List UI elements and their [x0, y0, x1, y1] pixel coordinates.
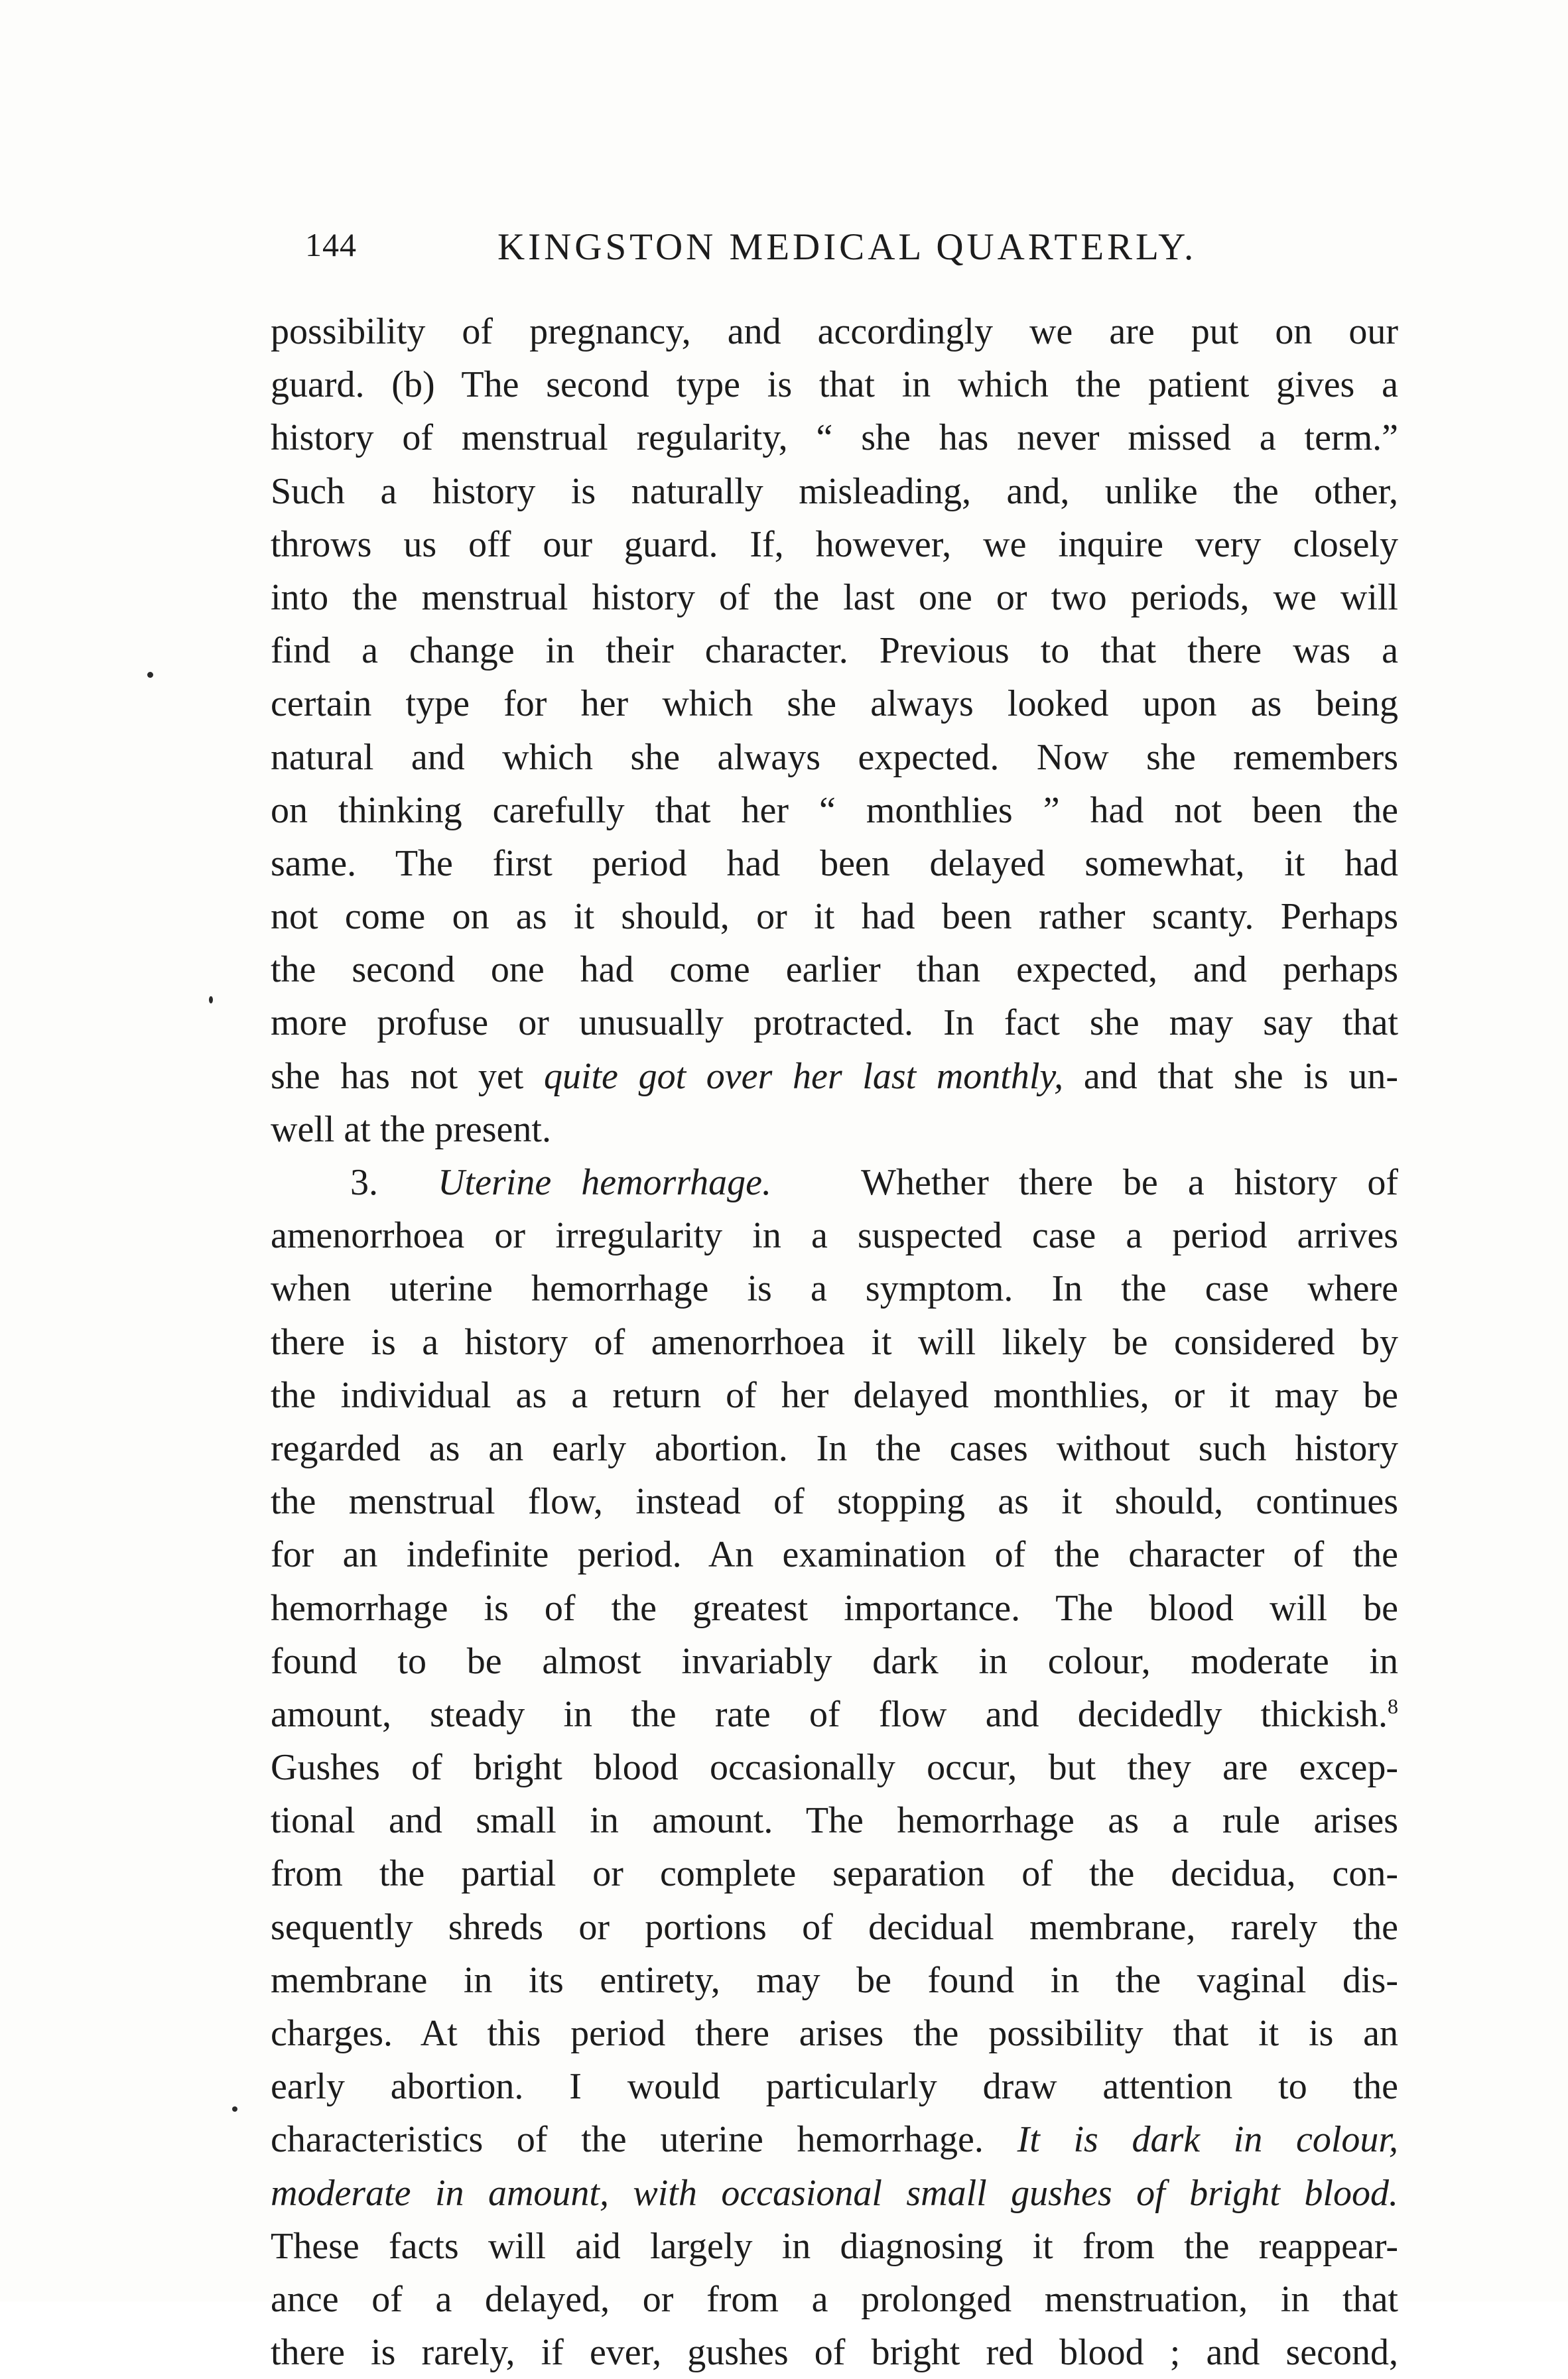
text-segment: Whether there be a history of — [861, 1162, 1398, 1203]
text-line: when uterine hemorrhage is a symptom. In the case where — [271, 1268, 1398, 1310]
text-line: from the partial or complete separation of the decidua, con- — [271, 1853, 1398, 1895]
text-line: the individual as a return of her delayed monthlies, or it may be — [271, 1374, 1398, 1416]
text-line: well at the present. — [271, 1108, 551, 1150]
text-line: hemorrhage is of the greatest importance. The blood will be — [271, 1587, 1398, 1629]
text-line: certain type for her which she always looked upon as being — [271, 683, 1398, 725]
text-segment: amount, steady in the rate of flow and decidedly thickish. — [271, 1693, 1388, 1735]
text-line: find a change in their character. Previous to that there was a — [271, 630, 1398, 672]
paragraph-2 — [271, 1156, 1398, 2379]
body-text — [271, 305, 1398, 2379]
text-line: possibility of pregnancy, and accordingly we are put on our — [271, 311, 1398, 352]
text-segment: she has not yet — [271, 1055, 544, 1097]
text-line: early abortion. I would particularly draw attention to the — [271, 2066, 1398, 2108]
text-line: tional and small in amount. The hemorrhage as a rule arises — [271, 1800, 1398, 1842]
text-line: sequently shreds or portions of decidual membrane, rarely the — [271, 1906, 1398, 1948]
text-line: guard. (b) The second type is that in which the patient gives a — [271, 364, 1398, 406]
text-line — [271, 2113, 1398, 2166]
text-line: membrane in its entirety, may be found in the vaginal dis- — [271, 1959, 1398, 2001]
text-line: Gushes of bright blood occasionally occur, but they are excep- — [271, 1747, 1398, 1789]
italic-line: moderate in amount, with occasional small gushes of bright blood. — [271, 2172, 1398, 2214]
text-line: charges. At this period there arises the possibility that it is an — [271, 2013, 1398, 2054]
text-line — [271, 1156, 1398, 1209]
text-line: into the menstrual history of the last one or two periods, we will — [271, 576, 1398, 618]
section-heading: Uterine hemorrhage. — [438, 1162, 771, 1203]
page-number: 144 — [305, 226, 357, 263]
text-line: on thinking carefully that her “ monthlies ” had not been the — [271, 789, 1398, 831]
text-line: throws us off our guard. If, however, we inquire very closely — [271, 523, 1398, 565]
text-segment: and that she is un- — [1063, 1055, 1398, 1097]
scan-speck — [232, 2106, 237, 2112]
text-line: Such a history is naturally misleading, and, unlike the other, — [271, 470, 1398, 512]
italic-phrase: It is dark in colour, — [1017, 2119, 1398, 2161]
text-line: history of menstrual regularity, “ she has never missed a term.” — [271, 417, 1398, 459]
text-line: the second one had come earlier than expected, and perhaps — [271, 949, 1398, 991]
section-number: 3. — [350, 1162, 378, 1203]
scan-speck — [209, 996, 213, 1003]
text-line: same. The first period had been delayed somewhat, it had — [271, 842, 1398, 884]
text-line — [271, 1688, 1398, 1741]
text-line: regarded as an early abortion. In the cases without such history — [271, 1427, 1398, 1469]
running-title: KINGSTON MEDICAL QUARTERLY. — [497, 226, 1197, 268]
text-line: natural and which she always expected. Now she remembers — [271, 736, 1398, 778]
text-line: These facts will aid largely in diagnosing it from the reappear- — [271, 2225, 1398, 2267]
text-line: more profuse or unusually protracted. In fact she may say that — [271, 1002, 1398, 1044]
text-segment: characteristics of the uterine hemorrhage. — [271, 2119, 1017, 2161]
page-header — [305, 225, 1393, 279]
text-line: amenorrhoea or irregularity in a suspected case a period arrives — [271, 1215, 1398, 1257]
text-line: ance of a delayed, or from a prolonged menstruation, in that — [271, 2278, 1398, 2320]
text-line: for an indefinite period. An examination of the character of the — [271, 1534, 1398, 1576]
text-line: found to be almost invariably dark in colour, moderate in — [271, 1640, 1398, 1682]
text-line: the menstrual flow, instead of stopping as it should, continues — [271, 1481, 1398, 1523]
text-line: not come on as it should, or it had been rather scanty. Perhaps — [271, 896, 1398, 938]
text-line — [271, 1050, 1398, 1103]
scan-speck — [147, 672, 153, 678]
text-line: there is a history of amenorrhoea it will likely be considered by — [271, 1321, 1398, 1363]
text-line: there is rarely, if ever, gushes of bright red blood ; and second, — [271, 2332, 1398, 2374]
paragraph-1 — [271, 305, 1398, 1156]
footnote-marker: 8 — [1388, 1694, 1398, 1718]
italic-phrase: quite got over her last monthly, — [543, 1055, 1064, 1097]
